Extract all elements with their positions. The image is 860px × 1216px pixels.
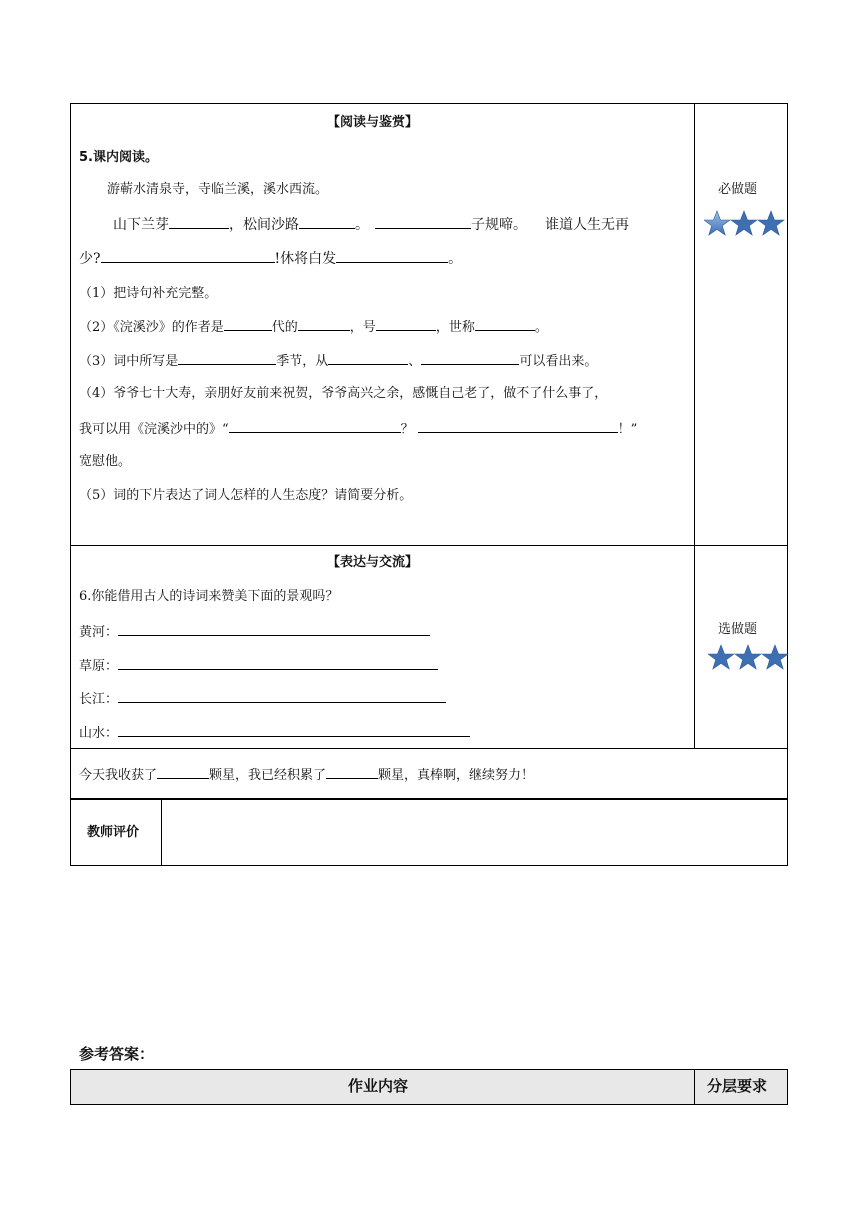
blank-line[interactable]	[328, 352, 408, 365]
question-5-1: （1）把诗句补充完整。	[79, 286, 218, 301]
table-border-right	[787, 103, 788, 866]
question-5-3	[79, 352, 597, 370]
summary-line	[79, 766, 534, 784]
answer-line-landscape	[79, 724, 470, 742]
question-6-text: 6.你能借用古人的诗词来赞美下面的景观吗？	[79, 589, 339, 604]
teacher-eval-field[interactable]	[163, 801, 786, 864]
blank-line[interactable]	[229, 420, 401, 433]
q-text: 代的	[271, 320, 298, 335]
blank-line[interactable]	[118, 623, 430, 636]
q-text: （3）词中所写是	[79, 354, 179, 369]
answers-col-divider	[694, 1069, 695, 1105]
star-rating-optional	[708, 644, 790, 672]
blank-line[interactable]	[298, 318, 350, 331]
teacher-eval-label: 教师评价	[87, 825, 140, 840]
poem-title: 游蕲水清泉寺，寺临兰溪，溪水西流。	[107, 182, 329, 197]
star-icon	[731, 211, 757, 235]
blank-line[interactable]	[157, 766, 209, 779]
star-icon	[708, 645, 734, 669]
answer-label: 长江：	[79, 692, 119, 707]
blank-line[interactable]	[101, 250, 275, 263]
answers-col-requirement: 分层要求	[707, 1077, 768, 1095]
poem-text: 少?	[79, 251, 101, 267]
q-text: 可以看出来。	[519, 354, 598, 369]
table-col-divider-eval	[161, 800, 162, 866]
question-5-2	[79, 318, 548, 336]
table-border-left	[70, 103, 71, 866]
blank-line[interactable]	[224, 318, 272, 331]
blank-line[interactable]	[375, 216, 471, 229]
poem-text: 谁道人生无再	[545, 217, 629, 233]
q-text: 季节，从	[276, 354, 329, 369]
poem-line-3	[79, 250, 462, 267]
blank-line[interactable]	[475, 318, 535, 331]
poem-text: 山下兰芽	[113, 217, 169, 233]
q-text: ，号	[349, 320, 376, 335]
answers-border-left	[70, 1069, 71, 1105]
answer-line-yangtze	[79, 690, 446, 708]
summary-text: 颗星，我已经积累了	[209, 768, 327, 783]
q-text: （2）《浣溪沙》的作者是	[79, 320, 224, 335]
poem-text: ，松间沙路	[229, 217, 299, 233]
answer-label: 山水：	[79, 726, 119, 741]
table-divider-col	[694, 103, 695, 748]
answers-col-content: 作业内容	[348, 1077, 409, 1095]
poem-text: !休将白发	[274, 251, 337, 267]
q-text: ，世称	[435, 320, 475, 335]
q-text: ！”	[617, 422, 638, 437]
poem-text: 。	[355, 217, 369, 233]
answers-header-row	[70, 1069, 788, 1104]
answers-border-top	[70, 1069, 788, 1070]
answer-line-yellow-river	[79, 623, 430, 641]
table-row-divider-2	[70, 748, 788, 749]
blank-line[interactable]	[169, 216, 229, 229]
blank-line[interactable]	[118, 690, 446, 703]
question-5-4-line1: （4）爷爷七十大寿，亲朋好友前来祝贺，爷爷高兴之余，感慨自己老了，做不了什么事了，	[79, 386, 608, 401]
q-text: 。	[534, 320, 548, 335]
blank-line[interactable]	[421, 352, 519, 365]
blank-line[interactable]	[178, 352, 276, 365]
q-text: ？	[400, 422, 414, 437]
table-border-bottom	[70, 865, 788, 866]
poem-text: 子规啼。	[471, 217, 527, 233]
question-6	[79, 589, 338, 605]
requirement-label-optional: 选做题	[718, 622, 758, 637]
star-icon	[704, 211, 730, 235]
summary-text: 今天我收获了	[79, 768, 158, 783]
question-5-4-line2	[79, 420, 637, 438]
summary-text: 颗星，真棒啊，继续努力！	[378, 768, 535, 783]
poem-text: 。	[448, 251, 463, 267]
table-row-divider-3	[70, 798, 788, 800]
star-icon	[735, 645, 761, 669]
poem-line-2	[113, 216, 629, 233]
star-icon	[758, 211, 784, 235]
table-border-top	[70, 103, 788, 104]
blank-line[interactable]	[299, 216, 355, 229]
section-title-reading: 【阅读与鉴赏】	[327, 115, 419, 130]
question-5-5: （5）词的下片表达了词人怎样的人生态度？请简要分析。	[79, 488, 413, 503]
blank-line[interactable]	[376, 318, 436, 331]
answer-label: 黄河：	[79, 625, 119, 640]
q-text: 、	[408, 354, 422, 369]
table-row-divider-1	[70, 545, 788, 546]
answers-border-right	[787, 1069, 788, 1105]
answer-label: 草原：	[79, 659, 119, 674]
question-5: 5.课内阅读。	[79, 150, 158, 165]
blank-line[interactable]	[418, 420, 618, 433]
blank-line[interactable]	[336, 250, 448, 263]
answers-heading: 参考答案：	[79, 1045, 155, 1063]
requirement-label-required: 必做题	[718, 182, 758, 197]
question-5-4-line3: 宽慰他。	[79, 454, 132, 469]
blank-line[interactable]	[118, 724, 470, 737]
q-text: 我可以用《浣溪沙中的》“	[79, 422, 229, 437]
blank-line[interactable]	[326, 766, 378, 779]
answers-border-bottom	[70, 1104, 788, 1105]
star-icon	[762, 645, 788, 669]
blank-line[interactable]	[118, 657, 438, 670]
star-rating-required	[704, 210, 786, 238]
section-title-expression: 【表达与交流】	[327, 555, 419, 570]
answer-line-grassland	[79, 657, 438, 675]
